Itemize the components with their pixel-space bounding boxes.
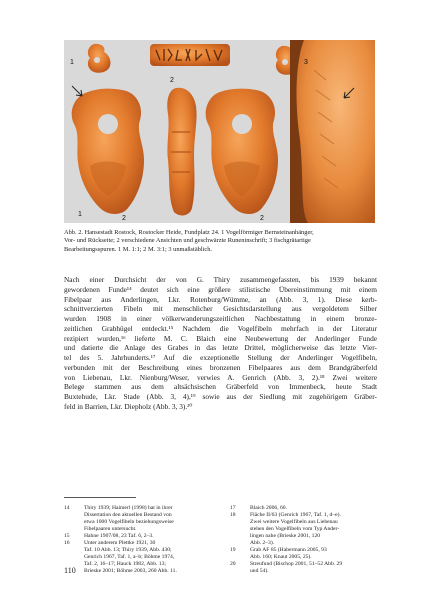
footnote xyxy=(64,505,219,533)
footnote-line: Streufund (Bischop 2001, 51–52 Abb. 29 xyxy=(250,561,343,568)
footnote-number: 15 xyxy=(64,533,70,540)
body-line: Fibelpaar aus Anderlingen, Lkr. Rotenburg/Wümme, an (Abb. 3, 1). Diese kerb- xyxy=(64,294,377,304)
footnote-line: Fibelpaaren untersucht. xyxy=(84,526,137,533)
footnote-number: 14 xyxy=(64,505,70,511)
footnote-line: und 54). xyxy=(250,568,269,575)
footnote-line: Abb. 2–3). xyxy=(250,540,275,547)
body-line: gewordenen Funde¹⁴ deutet sich eine größere stilistische Übereinstimmung mit einem xyxy=(64,284,377,294)
footnotes-left xyxy=(64,505,219,575)
footnote-line: Taf. 10 Abb. 13; Thiry 1939, Abb. 430; xyxy=(84,547,172,554)
footnote xyxy=(230,561,376,575)
figure-label: 1 xyxy=(78,211,82,218)
footnote xyxy=(230,547,376,561)
body-line: von Liebenau, Lkr. Nienburg/Weser, verwies A. Genrich (Abb. 3, 2).¹⁸ Zwei weitere xyxy=(64,372,377,382)
footnote-divider xyxy=(64,497,136,498)
rune-inscription xyxy=(150,44,230,66)
pendant-front-view xyxy=(72,89,144,214)
footnote-line: lingen nahe (Brieske 2001, 120 xyxy=(250,533,321,540)
body-line: feld in Barrien, Lkr. Diepholz (Abb. 3, 3).²⁰ xyxy=(64,401,193,411)
body-line: verbunden mit der Beschreibung eines bronzenen Fibelpaares aus dem Brandgräberfeld xyxy=(64,362,377,372)
caption-line: Bearbeitungsspuren. 1 M. 1:1; 2 M. 3:1; 3 unmaßstäblich. xyxy=(64,245,213,253)
footnote xyxy=(64,533,219,540)
figure-label: 3 xyxy=(304,59,308,66)
footnote xyxy=(230,505,376,512)
page-number: 110 xyxy=(64,566,76,575)
pendant-back-view xyxy=(206,89,278,214)
footnote-line: Fläche II/63 (Genrich 1967, Taf. 1, d–e). xyxy=(250,512,341,519)
footnote-line: Hahne 1907/08, 23 Taf. 6, 2–3. xyxy=(84,533,154,540)
footnote-number: 19 xyxy=(230,547,236,554)
figure-photo xyxy=(64,40,375,223)
body-line: wurden 1908 in einer völkerwanderungszeitlichen Nachbestattung in einem bronze- xyxy=(64,314,377,323)
footnote xyxy=(230,512,376,547)
figure-label: 2 xyxy=(122,215,126,222)
figure-caption xyxy=(64,229,376,254)
caption-line: Vor- und Rückseite; 2 verschiedene Ansichten und geschwärzte Runeninschrift; 3 fischgrätartige xyxy=(64,237,311,245)
footnotes-right xyxy=(230,505,376,575)
footnote-line: Brieske 2001; Böhme 2003, 260 Abb. 11. xyxy=(84,568,177,575)
body-line: zeitlichen Grabhügel entdeckt.¹⁵ Nachdem die Vogelfibeln mehrfach in der Literatur xyxy=(64,323,377,333)
footnote-number: 18 xyxy=(230,512,236,519)
body-line: Nach einer Durchsicht der von G. Thiry zusammengefassten, bis 1939 bekannt xyxy=(64,275,377,284)
footnote-line: Zwei weitere Vogelfibeln aus Liebenau xyxy=(250,519,338,526)
footnote-number: 17 xyxy=(230,505,236,511)
pendant-side-view xyxy=(167,88,196,216)
small-pendant-front xyxy=(88,44,111,73)
footnote-line: etwa 1000 Vogelfibeln beziehungsweise xyxy=(84,519,174,526)
footnote-line: Grab AF 85 (Habermann 2005, 93 xyxy=(250,547,327,554)
footnote-line: Blaich 2006, 60. xyxy=(250,505,287,511)
body-line: tel des 5. Jahrhunderts.¹⁷ Auf die exzeptionelle Stellung der Anderlinger Vogelfibeln, xyxy=(64,353,377,362)
arrow-icon xyxy=(72,86,82,96)
footnote-line: Dissertation den aktuellen Bestand von xyxy=(84,512,172,519)
body-line: und datierte die Anlage des Grabes in das letzte Drittel, möglicherweise das letzte Vier- xyxy=(64,343,377,353)
footnote-number: 20 xyxy=(230,561,236,568)
amber-pendant-photos xyxy=(64,40,375,223)
footnote-line: Thiry 1939; Haimerl (1998) hat in ihrer xyxy=(84,505,173,511)
footnote-line: Genrich 1967, Taf. 1, a–b; Böhme 1974, xyxy=(84,554,175,561)
footnote-number: 16 xyxy=(64,540,70,547)
body-line: Buxtehude, Lkr. Stade (Abb. 3, 4),¹⁹ sowie aus der Siedlung mit zugehörigem Gräber- xyxy=(64,392,377,401)
caption-line: Abb. 2. Hansestadt Rostock, Rostocker Heide, Fundplatz 24. 1 Vogelförmiger Bernsteinanhänger, xyxy=(64,229,314,236)
figure-label: 1 xyxy=(70,59,74,66)
surface-closeup xyxy=(290,40,375,223)
body-line: schnittverzierten Fibeln mit menschlicher Gesichtsdarstellung aus vergoldetem Silber xyxy=(64,304,377,314)
body-line: rezipiert wurden,¹⁶ lieferte M. C. Blaich eine Neubewertung der Anderlinger Funde xyxy=(64,333,377,343)
footnote-line: Taf. 2, 16–17; Hauck 1982, Abb. 13; xyxy=(84,561,166,568)
figure-label: 2 xyxy=(170,77,174,84)
figure-label: 2 xyxy=(260,215,264,222)
footnote-line: stehen den Vogelfibeln vom Typ Ander- xyxy=(250,526,340,533)
footnote-line: Abb. 160; Knaut 2005, 25). xyxy=(250,554,312,561)
footnote-line: Unter anderem Plettke 1921, 30 xyxy=(84,540,156,547)
body-line: Belege stammen aus dem altsächsischen Gräberfeld von Immenbeck, heute Stadt xyxy=(64,382,377,392)
body-paragraph xyxy=(64,275,377,412)
footnote xyxy=(64,540,219,575)
